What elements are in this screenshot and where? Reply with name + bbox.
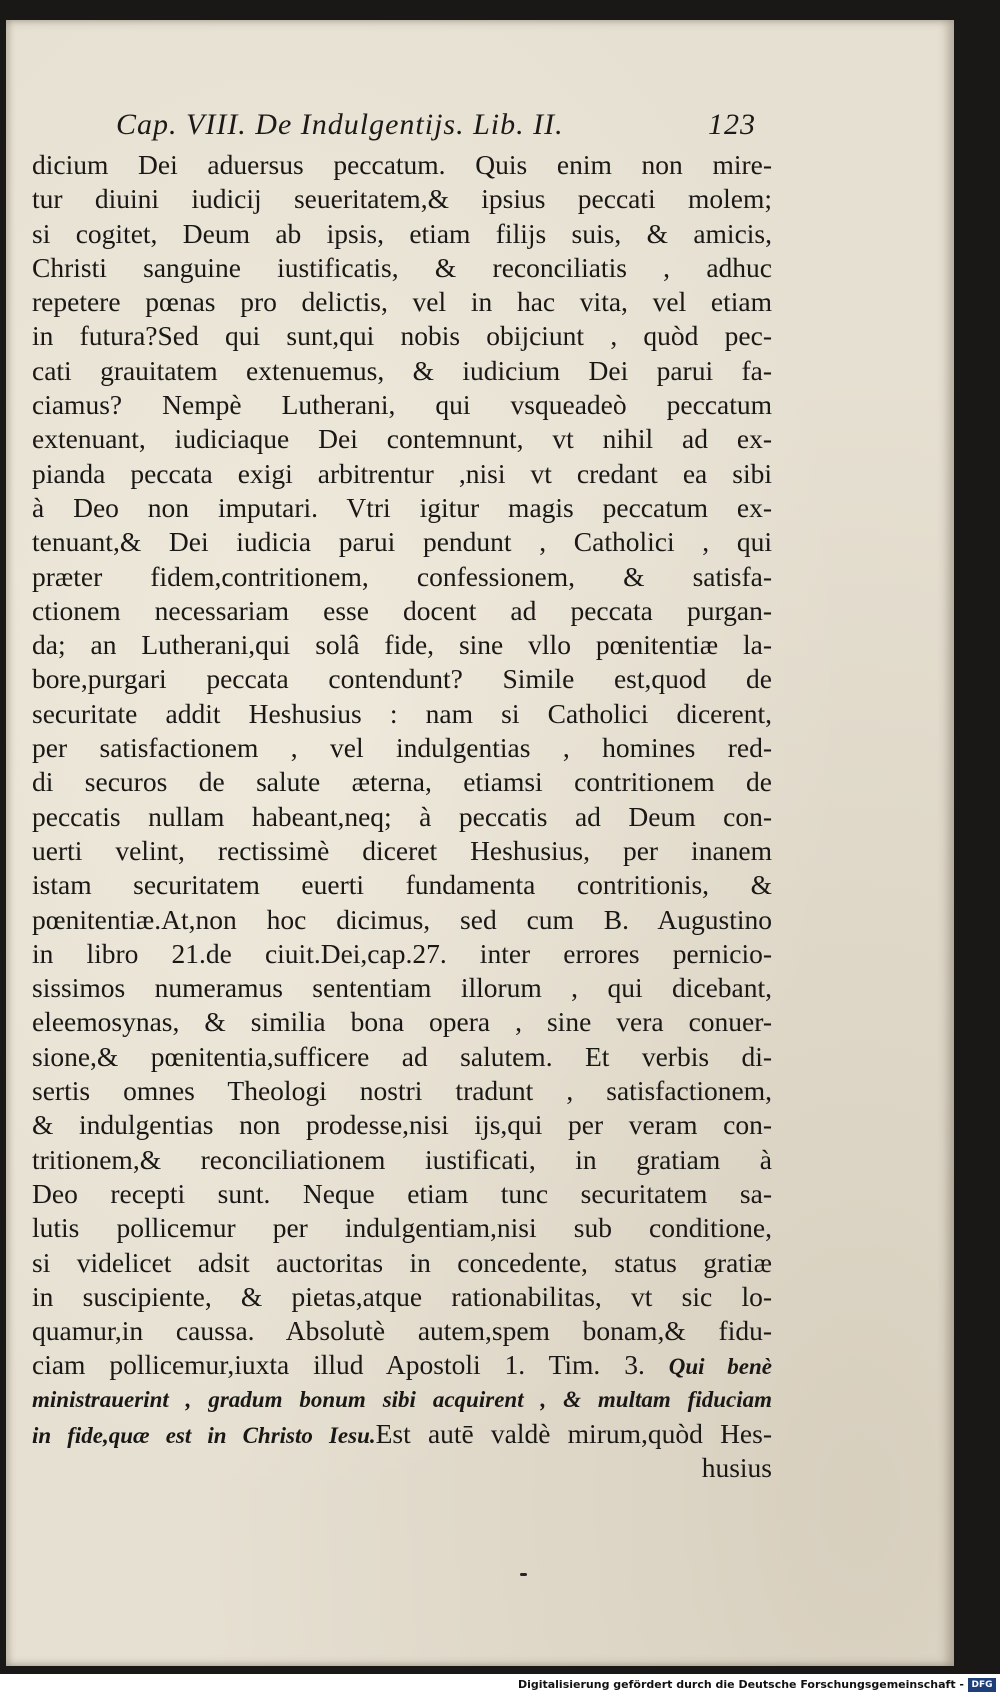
- catchword: husius: [701, 1452, 772, 1484]
- text-line: & indulgentias non prodesse,nisi ijs,qui per veram con-: [32, 1109, 772, 1141]
- text-line-roman: ciam pollicemur,iuxta illud Apostoli 1. Tim. 3.: [32, 1349, 645, 1381]
- text-line: præter fidem,contritionem, confessionem, & satisfa-: [32, 560, 772, 592]
- text-line: per satisfactionem , vel indulgentias , homines red-: [32, 732, 772, 764]
- text-line: Christi sanguine iustificatis, & reconciliatis , adhuc: [32, 251, 772, 283]
- quotation-italic: Qui benè: [668, 1354, 773, 1380]
- book-page: [6, 20, 954, 1666]
- page-body: [32, 148, 772, 1486]
- text-line: lutis pollicemur per indulgentiam,nisi sub conditione,: [32, 1212, 772, 1244]
- text-line: dicium Dei aduersus peccatum. Quis enim non mire-: [32, 149, 772, 180]
- text-roman: Est autē valdè mirum,quòd Hes-: [375, 1417, 772, 1449]
- text-line: quamur,in caussa. Absolutè autem,spem bonam,& fidu-: [32, 1315, 772, 1347]
- text-line: pianda peccata exigi arbitrentur ,nisi vt credant ea sibi: [32, 457, 772, 489]
- footer-credit: Digitalisierung gefördert durch die Deutsche Forschungsgemeinschaft -: [517, 1678, 964, 1691]
- text-line: pœnitentiæ.At,non hoc dicimus, sed cum B. Augustino: [32, 903, 772, 935]
- mixed-line: [32, 1417, 772, 1451]
- text-line: extenuant, iudiciaque Dei contemnunt, vt nihil ad ex-: [32, 423, 772, 455]
- text-line: tritionem,& reconciliationem iustificati, in gratiam à: [32, 1143, 772, 1175]
- text-line: ctionem necessariam esse docent ad peccata purgan-: [32, 594, 772, 626]
- quotation-italic: in fide,quæ est in Christo Iesu.: [32, 1422, 376, 1448]
- text-line: in suscipiente, & pietas,atque rationabilitas, vt sic lo-: [32, 1280, 772, 1312]
- text-line: sertis omnes Theologi nostri tradunt , satisfactionem,: [32, 1075, 772, 1107]
- text-line: Deo recepti sunt. Neque etiam tunc securitatem sa-: [32, 1177, 772, 1209]
- text-line: [32, 1348, 772, 1382]
- running-title: Cap. VIII. De Indulgentijs. Lib. II.: [116, 108, 564, 141]
- text-line: da; an Lutherani,qui solâ fide, sine vllo pœnitentiæ la-: [32, 629, 772, 661]
- footer-bar: [0, 1674, 1000, 1697]
- text-line: repetere pœnas pro delictis, vel in hac vita, vel etiam: [32, 286, 772, 318]
- text-line: istam securitatem euerti fundamenta contritionis, &: [32, 869, 772, 901]
- text-line: sissimos numeramus sententiam illorum , qui dicebant,: [32, 972, 772, 1004]
- text-line: sione,& pœnitentia,sufficere ad salutem. Et verbis di-: [32, 1040, 772, 1072]
- ink-speck: [520, 1573, 527, 1576]
- running-header: [116, 108, 756, 152]
- text-line: eleemosynas, & similia bona opera , sine vera conuer-: [32, 1006, 772, 1038]
- text-line: peccatis nullam habeant,neq; à peccatis ad Deum con-: [32, 800, 772, 832]
- text-line: si videlicet adsit auctoritas in concedente, status gratiæ: [32, 1246, 772, 1278]
- text-line: tur diuini iudicij seueritatem,& ipsius peccati molem;: [32, 183, 772, 215]
- text-line: in futura?Sed qui sunt,qui nobis obijciunt , quòd pec-: [32, 320, 772, 352]
- quotation-line: ministrauerint , gradum bonum sibi acquirent , & multam fiduciam: [32, 1386, 772, 1412]
- text-line: tenuant,& Dei iudicia parui pendunt , Catholici , qui: [32, 526, 772, 558]
- text-line: à Deo non imputari. Vtri igitur magis peccatum ex-: [32, 491, 772, 523]
- text-line: cati grauitatem extenuemus, & iudicium Dei parui fa-: [32, 354, 772, 386]
- page-number: 123: [708, 108, 756, 141]
- text-line: bore,purgari peccata contendunt? Simile est,quod de: [32, 663, 772, 695]
- text-line: securitate addit Heshusius : nam si Catholici dicerent,: [32, 697, 772, 729]
- text-line: si cogitet, Deum ab ipsis, etiam filijs suis, & amicis,: [32, 217, 772, 249]
- text-line: in libro 21.de ciuit.Dei,cap.27. inter errores pernicio-: [32, 937, 772, 969]
- dfg-logo-icon: DFG: [968, 1678, 996, 1692]
- text-line: uerti velint, rectissimè diceret Heshusius, per inanem: [32, 834, 772, 866]
- text-line: di securos de salute æterna, etiamsi contritionem de: [32, 766, 772, 798]
- text-line: ciamus? Nempè Lutherani, qui vsqueadeò peccatum: [32, 389, 772, 421]
